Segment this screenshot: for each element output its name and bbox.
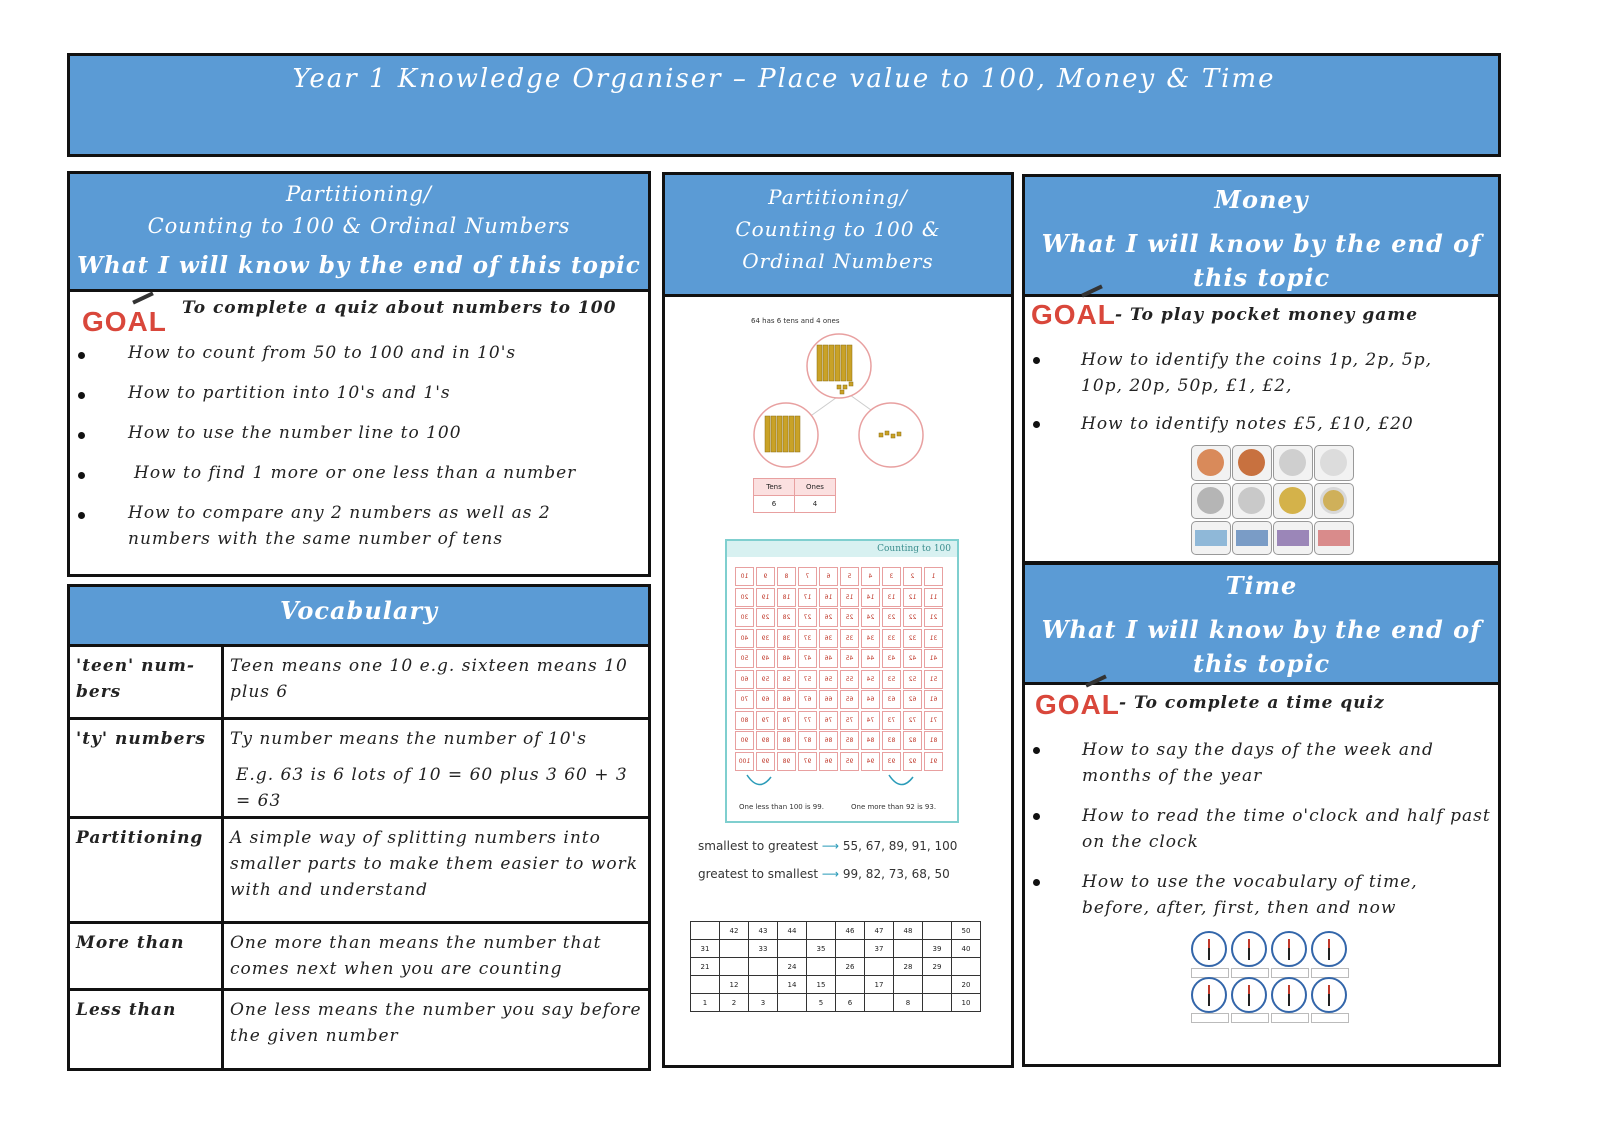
grid-cell: 31 xyxy=(691,940,720,958)
order-greatest-to-smallest: greatest to smallest ⟶ 99, 82, 73, 68, 50 xyxy=(698,867,950,881)
hundred-square-cell: 72 xyxy=(903,711,922,730)
grid-cell: 5 xyxy=(807,994,836,1012)
hundred-square-cell: 76 xyxy=(819,711,838,730)
header-line-1: Time xyxy=(1225,571,1298,600)
hundred-square-cell: 33 xyxy=(882,629,901,648)
hundred-square-cell: 43 xyxy=(882,649,901,668)
money-box xyxy=(1022,174,1501,564)
note-icon xyxy=(1191,521,1231,555)
goal-row xyxy=(1025,685,1498,735)
order-smallest-to-greatest: smallest to greatest ⟶ 55, 67, 89, 91, 100 xyxy=(698,839,958,853)
hundred-square-cell: 35 xyxy=(840,629,859,648)
partitioning-knowledge-box xyxy=(67,171,651,577)
grid-cell: 47 xyxy=(865,922,894,940)
grid-cell: 3 xyxy=(749,994,778,1012)
grid-cell xyxy=(836,940,865,958)
hundred-square-cell: 100 xyxy=(735,752,754,771)
vocab-row xyxy=(70,720,648,819)
hundred-square-cell: 70 xyxy=(735,690,754,709)
hundred-square-cell: 10 xyxy=(735,567,754,586)
list-item: How to say the days of the week and months of the year xyxy=(1025,735,1498,801)
grid-cell xyxy=(749,976,778,994)
hundred-square-cell: 85 xyxy=(840,731,859,750)
tens-value: 6 xyxy=(754,496,795,513)
hundred-square-cell: 74 xyxy=(861,711,880,730)
hundred-square-cell: 73 xyxy=(882,711,901,730)
title-banner xyxy=(67,53,1501,157)
hundred-square-cell: 80 xyxy=(735,711,754,730)
answer-box xyxy=(1311,1013,1349,1023)
vocab-definition: One less means the number you say before the given number xyxy=(230,1000,642,1046)
hundred-square-cell: 39 xyxy=(756,629,775,648)
grid-cell: 1 xyxy=(691,994,720,1012)
arrows-icon xyxy=(739,773,949,803)
hundred-square-cell: 14 xyxy=(861,588,880,607)
list-item: How to use the number line to 100 xyxy=(70,422,648,462)
table-row xyxy=(691,994,981,1012)
bullet-icon xyxy=(1033,747,1040,754)
clock-icon xyxy=(1231,931,1267,967)
grid-cell xyxy=(836,976,865,994)
arrow-right-icon: ⟶ xyxy=(821,839,843,853)
grid-cell: 24 xyxy=(778,958,807,976)
note-icon xyxy=(1273,521,1313,555)
time-header xyxy=(1025,565,1498,685)
partitioning-header xyxy=(70,174,648,292)
hundred-square-cell: 6 xyxy=(819,567,838,586)
middle-header xyxy=(665,175,1011,297)
hundred-square-cell: 93 xyxy=(882,752,901,771)
hundred-square-cell: 9 xyxy=(756,567,775,586)
hundred-square-cell: 55 xyxy=(840,670,859,689)
hundred-square-cell: 59 xyxy=(756,670,775,689)
goal-logo xyxy=(1035,689,1120,721)
hundred-square-cell: 25 xyxy=(840,608,859,627)
hundred-square xyxy=(725,539,959,823)
one-less-note: One less than 100 is 99. xyxy=(739,803,824,811)
vocab-term: More than xyxy=(70,924,224,988)
goal-text: - To play pocket money game xyxy=(1115,305,1419,325)
header-line-1: Money xyxy=(1214,185,1309,214)
coin-icon xyxy=(1232,483,1272,519)
arrow-right-icon: ⟶ xyxy=(821,867,843,881)
hundred-square-cell: 28 xyxy=(777,608,796,627)
hundred-square-cell: 86 xyxy=(819,731,838,750)
hundred-square-cell: 71 xyxy=(924,711,943,730)
place-value-table xyxy=(753,478,836,513)
grid-cell: 10 xyxy=(952,994,981,1012)
hundred-square-cell: 16 xyxy=(819,588,838,607)
hundred-square-cell: 82 xyxy=(903,731,922,750)
grid-cell xyxy=(720,958,749,976)
goal-logo-text: GOAL xyxy=(82,306,167,337)
hundred-square-cell: 98 xyxy=(777,752,796,771)
clock-icon xyxy=(1271,931,1307,967)
list-item: How to partition into 10's and 1's xyxy=(70,382,648,422)
hundred-square-cell: 62 xyxy=(903,690,922,709)
grid-cell xyxy=(749,958,778,976)
hundred-square-cell: 63 xyxy=(882,690,901,709)
page-title: Year 1 Knowledge Organiser – Place value to 100, Money & Time xyxy=(292,64,1276,94)
hundred-square-title: Counting to 100 xyxy=(727,541,957,557)
grid-cell xyxy=(894,976,923,994)
vocab-definition xyxy=(224,720,648,816)
number-grid xyxy=(690,921,981,1012)
one-more-note: One more than 92 is 93. xyxy=(851,803,937,811)
hundred-square-cell: 67 xyxy=(798,690,817,709)
grid-cell: 29 xyxy=(923,958,952,976)
coin-icon xyxy=(1273,445,1313,481)
grid-cell: 28 xyxy=(894,958,923,976)
bullet-icon xyxy=(78,512,85,519)
bullet-icon xyxy=(1033,813,1040,820)
hundred-square-cell: 47 xyxy=(798,649,817,668)
header-line-1: Partitioning/ xyxy=(286,182,432,206)
grid-cell xyxy=(923,976,952,994)
hundred-square-cell: 48 xyxy=(777,649,796,668)
hundred-square-cell: 17 xyxy=(798,588,817,607)
hundred-square-cell: 95 xyxy=(840,752,859,771)
hundred-square-cell: 23 xyxy=(882,608,901,627)
knowledge-list xyxy=(1025,347,1498,451)
ones-value: 4 xyxy=(795,496,836,513)
hundred-square-cell: 69 xyxy=(756,690,775,709)
grid-cell xyxy=(807,922,836,940)
vocab-definition: A simple way of splitting numbers into smaller parts to make them easier to work with and understand xyxy=(230,828,639,900)
hundred-square-cell: 83 xyxy=(882,731,901,750)
grid-cell: 35 xyxy=(807,940,836,958)
vocab-definition: Teen means one 10 e.g. sixteen means 10 plus 6 xyxy=(230,656,628,702)
hundred-square-cell: 81 xyxy=(924,731,943,750)
knowledge-list xyxy=(1025,735,1498,927)
bullet-icon xyxy=(1033,879,1040,886)
grid-cell: 33 xyxy=(749,940,778,958)
coins-and-notes xyxy=(1191,445,1361,557)
goal-logo xyxy=(82,306,167,338)
hundred-square-cell: 79 xyxy=(756,711,775,730)
hundred-square-cell: 36 xyxy=(819,629,838,648)
ones-header: Ones xyxy=(795,479,836,496)
grid-cell xyxy=(720,940,749,958)
hundred-square-cell: 29 xyxy=(756,608,775,627)
hundred-square-cell: 20 xyxy=(735,588,754,607)
hundred-square-cell: 38 xyxy=(777,629,796,648)
hundred-square-cell: 99 xyxy=(756,752,775,771)
hundred-square-cell: 27 xyxy=(798,608,817,627)
grid-cell: 2 xyxy=(720,994,749,1012)
grid-cell: 37 xyxy=(865,940,894,958)
header-line-1: Partitioning/ xyxy=(768,185,908,209)
hundred-square-cell: 57 xyxy=(798,670,817,689)
goal-row xyxy=(1025,297,1498,347)
hundred-square-cell: 51 xyxy=(924,670,943,689)
hundred-square-cell: 1 xyxy=(924,567,943,586)
list-item: How to read the time o'clock and half past on the clock xyxy=(1025,801,1498,867)
hundred-square-cell: 91 xyxy=(924,752,943,771)
clock-faces xyxy=(1191,931,1351,1021)
hundred-square-cell: 88 xyxy=(777,731,796,750)
grid-cell xyxy=(923,922,952,940)
hundred-square-cell: 75 xyxy=(840,711,859,730)
vocab-row xyxy=(70,819,648,924)
time-box xyxy=(1022,562,1501,1067)
hundred-square-cell: 65 xyxy=(840,690,859,709)
grid-cell: 44 xyxy=(778,922,807,940)
hundred-square-cell: 11 xyxy=(924,588,943,607)
vocabulary-box xyxy=(67,584,651,1071)
vocab-definition-line: Ty number means the number of 10's xyxy=(230,729,587,749)
hundred-square-cell: 46 xyxy=(819,649,838,668)
vocab-example: E.g. 63 is 6 lots of 10 = 60 plus 3 60 + 3 = 63 xyxy=(236,765,628,811)
bullet-icon xyxy=(78,432,85,439)
hundred-square-cell: 42 xyxy=(903,649,922,668)
grid-cell: 21 xyxy=(691,958,720,976)
grid-cell: 42 xyxy=(720,922,749,940)
list-item: How to use the vocabulary of time, before, after, first, then and now xyxy=(1025,867,1498,927)
coin-icon xyxy=(1191,483,1231,519)
hundred-square-cell: 5 xyxy=(840,567,859,586)
header-line-3: What I will know by the end of this topic xyxy=(77,252,641,279)
grid-cell xyxy=(865,958,894,976)
grid-cell: 20 xyxy=(952,976,981,994)
hundred-square-cell: 4 xyxy=(861,567,880,586)
hundred-square-cell: 2 xyxy=(903,567,922,586)
clock-icon xyxy=(1231,977,1267,1013)
list-item: How to identify notes £5, £10, £20 xyxy=(1025,411,1498,451)
goal-text: - To complete a time quiz xyxy=(1119,693,1385,713)
dart-icon xyxy=(132,292,154,305)
hundred-square-cell: 78 xyxy=(777,711,796,730)
table-row xyxy=(691,976,981,994)
grid-cell xyxy=(894,940,923,958)
hundred-square-cell: 96 xyxy=(819,752,838,771)
place-value-caption: 64 has 6 tens and 4 ones xyxy=(751,317,840,325)
hundred-square-cell: 60 xyxy=(735,670,754,689)
hundred-square-cell: 26 xyxy=(819,608,838,627)
hundred-square-cell: 8 xyxy=(777,567,796,586)
hundred-square-cell: 44 xyxy=(861,649,880,668)
hundred-square-cell: 15 xyxy=(840,588,859,607)
hundred-square-cell: 94 xyxy=(861,752,880,771)
bullet-icon xyxy=(1033,357,1040,364)
vocab-row xyxy=(70,924,648,991)
bullet-icon xyxy=(78,472,85,479)
hundred-square-cell: 34 xyxy=(861,629,880,648)
grid-cell xyxy=(923,994,952,1012)
list-item: How to count from 50 to 100 and in 10's xyxy=(70,342,648,382)
vocab-term: 'ty' numbers xyxy=(70,720,224,816)
hundred-square-cell: 53 xyxy=(882,670,901,689)
answer-box xyxy=(1271,1013,1309,1023)
hundred-square-cell: 84 xyxy=(861,731,880,750)
hundred-square-cell: 56 xyxy=(819,670,838,689)
grid-cell xyxy=(691,922,720,940)
hundred-square-cell: 31 xyxy=(924,629,943,648)
hundred-square-cell: 90 xyxy=(735,731,754,750)
header-line-2: Counting to 100 & xyxy=(735,217,941,241)
hundred-square-cell: 77 xyxy=(798,711,817,730)
grid-cell xyxy=(865,994,894,1012)
table-row xyxy=(691,958,981,976)
hundred-square-cell: 68 xyxy=(777,690,796,709)
hundred-square-cell: 92 xyxy=(903,752,922,771)
hundred-square-cell: 41 xyxy=(924,649,943,668)
hundred-square-cell: 50 xyxy=(735,649,754,668)
note-icon xyxy=(1232,521,1272,555)
grid-cell: 43 xyxy=(749,922,778,940)
coin-icon xyxy=(1273,483,1313,519)
hundred-square-cell: 21 xyxy=(924,608,943,627)
hundred-square-cell: 87 xyxy=(798,731,817,750)
hundred-square-cell: 40 xyxy=(735,629,754,648)
header-line-2: What I will know by the end of xyxy=(1041,615,1482,644)
grid-cell: 39 xyxy=(923,940,952,958)
hundred-square-cell: 66 xyxy=(819,690,838,709)
table-row xyxy=(691,922,981,940)
grid-cell: 15 xyxy=(807,976,836,994)
grid-cell: 6 xyxy=(836,994,865,1012)
hundred-square-cell: 54 xyxy=(861,670,880,689)
vocabulary-heading: Vocabulary xyxy=(70,587,648,647)
header-line-3: this topic xyxy=(1192,649,1331,678)
hundred-square-cell: 22 xyxy=(903,608,922,627)
goal-row xyxy=(70,292,648,342)
goal-logo xyxy=(1031,299,1116,331)
hundred-square-cell: 61 xyxy=(924,690,943,709)
hundred-square-cell: 64 xyxy=(861,690,880,709)
hundred-square-cell: 30 xyxy=(735,608,754,627)
hundred-square-cell: 12 xyxy=(903,588,922,607)
header-line-2: Counting to 100 & Ordinal Numbers xyxy=(147,214,571,238)
header-line-3: this topic xyxy=(1192,263,1331,292)
coin-icon xyxy=(1314,483,1354,519)
knowledge-list xyxy=(70,342,648,554)
hundred-square-cell: 19 xyxy=(756,588,775,607)
grid-cell: 26 xyxy=(836,958,865,976)
clock-icon xyxy=(1311,931,1347,967)
header-line-3: Ordinal Numbers xyxy=(742,249,934,273)
vocab-term: 'teen' num-bers xyxy=(70,647,224,717)
list-item: How to identify the coins 1p, 2p, 5p, 10p, 20p, 50p, £1, £2, xyxy=(1025,347,1498,411)
hundred-square-cell: 49 xyxy=(756,649,775,668)
grid-cell: 8 xyxy=(894,994,923,1012)
bullet-icon xyxy=(1033,421,1040,428)
bullet-icon xyxy=(78,352,85,359)
hundred-square-cell: 58 xyxy=(777,670,796,689)
grid-cell: 40 xyxy=(952,940,981,958)
grid-cell xyxy=(952,958,981,976)
note-icon xyxy=(1314,521,1354,555)
grid-cell: 48 xyxy=(894,922,923,940)
hundred-square-cell: 45 xyxy=(840,649,859,668)
grid-cell: 12 xyxy=(720,976,749,994)
hundred-square-cell: 37 xyxy=(798,629,817,648)
grid-cell xyxy=(778,994,807,1012)
clock-icon xyxy=(1271,977,1307,1013)
clock-icon xyxy=(1191,977,1227,1013)
goal-logo-text: GOAL xyxy=(1035,689,1120,720)
hundred-square-cell: 18 xyxy=(777,588,796,607)
coin-icon xyxy=(1191,445,1231,481)
hundred-square-cell: 24 xyxy=(861,608,880,627)
hundred-square-cell: 13 xyxy=(882,588,901,607)
grid-cell: 14 xyxy=(778,976,807,994)
goal-logo-text: GOAL xyxy=(1031,299,1116,330)
answer-box xyxy=(1231,1013,1269,1023)
goal-text: To complete a quiz about numbers to 100 xyxy=(182,298,617,318)
coin-icon xyxy=(1232,445,1272,481)
money-header xyxy=(1025,177,1498,297)
tens-header: Tens xyxy=(754,479,795,496)
answer-box xyxy=(1191,1013,1229,1023)
bullet-icon xyxy=(78,392,85,399)
vocab-term: Less than xyxy=(70,991,224,1068)
vocab-definition: One more than means the number that comes next when you are counting xyxy=(230,933,602,979)
header-line-2: What I will know by the end of xyxy=(1041,229,1482,258)
hundred-square-cell: 89 xyxy=(756,731,775,750)
grid-cell xyxy=(807,958,836,976)
grid-cell xyxy=(691,976,720,994)
grid-cell: 17 xyxy=(865,976,894,994)
hundred-square-cell: 32 xyxy=(903,629,922,648)
vocab-row xyxy=(70,991,648,1068)
hundred-square-cell: 52 xyxy=(903,670,922,689)
vocab-term: Partitioning xyxy=(70,819,224,921)
grid-cell: 46 xyxy=(836,922,865,940)
list-item: How to find 1 more or one less than a number xyxy=(70,462,648,502)
list-item: How to compare any 2 numbers as well as 2 numbers with the same number of tens xyxy=(70,502,648,554)
vocab-row xyxy=(70,647,648,720)
partitioning-examples-box xyxy=(662,172,1014,1068)
table-row xyxy=(691,940,981,958)
clock-icon xyxy=(1191,931,1227,967)
coin-icon xyxy=(1314,445,1354,481)
hundred-square-cell: 3 xyxy=(882,567,901,586)
clock-icon xyxy=(1311,977,1347,1013)
hundred-square-cell: 97 xyxy=(798,752,817,771)
hundred-square-cell: 7 xyxy=(798,567,817,586)
grid-cell: 50 xyxy=(952,922,981,940)
grid-cell xyxy=(778,940,807,958)
